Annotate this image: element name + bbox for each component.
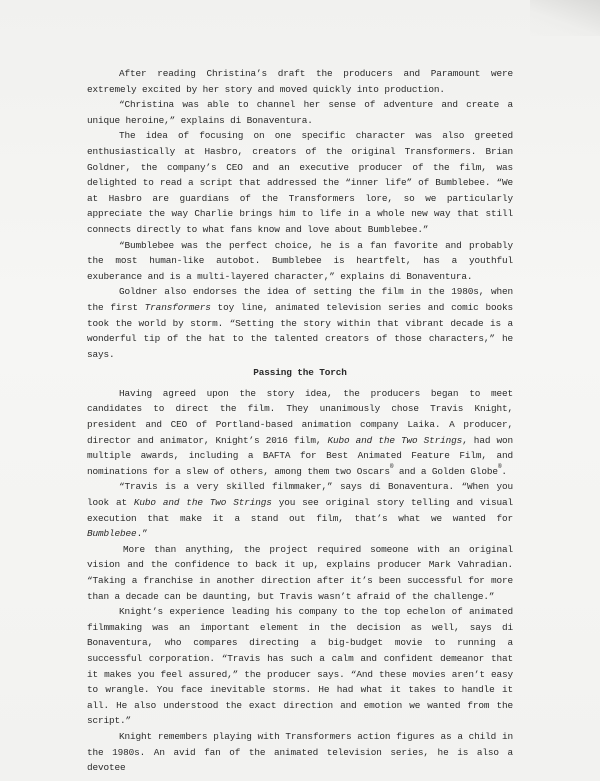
- document-body: [87, 66, 513, 776]
- paragraph-5: Goldner also endorses the idea of setting the film in the 1980s, when the first Transformers toy line, animated television series and comic books took the world by storm. “Setting the story within that vibrant decade is a wonderful tip of the hat to the talented creators of those characters,” he says.: [87, 286, 513, 360]
- paragraph-1: After reading Christina’s draft the producers and Paramount were extremely excited by her story and moved quickly into production.: [87, 68, 513, 95]
- registered-mark: ®: [497, 462, 502, 470]
- page-corner-shadow: [530, 0, 600, 36]
- paragraph-6: Having agreed upon the story idea, the producers began to meet candidates to direct the film. They unanimously chose Travis Knight, president and CEO of Portland-based animation company Laika. A producer, director and animator, Knight’s 2016 film, Kubo and the Two Strings, had won multiple awards, including a BAFTA for Best Animated Feature Film, and nominations for a slew of others, among them two Oscars® and a Golden Globe®.: [87, 387, 513, 477]
- paragraph-4: “Bumblebee was the perfect choice, he is a fan favorite and probably the most human-like autobot. Bumblebee is heartfelt, has a youthful exuberance and is a multi-layered character,” explains di Bonaventura.: [87, 239, 513, 282]
- paragraph-9: Knight’s experience leading his company to the top echelon of animated filmmaking was an important element in the decision as well, says di Bonaventura, who compares directing a big-budget movie to running a successful corporation. “Travis has such a calm and confident demeanor that it makes you feel assured,” the producer says. “And these movies aren’t easy to wrangle. You face inevitable storms. He had what it takes to handle it all. He also understood the exact direction and emotion we wanted from the script.”: [87, 606, 513, 727]
- registered-mark: ®: [389, 462, 394, 470]
- paragraph-8: More than anything, the project required someone with an original vision and the confidence to back it up, explains producer Mark Vahradian. “Taking a franchise in another direction after it’s been successful for more than a decade can be daunting, but Travis wasn’t afraid of the challenge.”: [87, 543, 513, 602]
- section-heading: Passing the Torch: [253, 367, 347, 379]
- paragraph-2: “Christina was able to channel her sense of adventure and create a unique heroine,” explains di Bonaventura.: [87, 99, 513, 126]
- paragraph-10: Knight remembers playing with Transformers action figures as a child in the 1980s. An avid fan of the animated television series, he is also a devotee: [87, 730, 513, 774]
- paragraph-3: The idea of focusing on one specific character was also greeted enthusiastically at Hasbro, creators of the original Transformers. Brian Goldner, the company’s CEO and an executive producer of the film, was delighted to read a script that addressed the “inner life” of Bumblebee. “We at Hasbro are guardians of the Transformers lore, so we particularly appreciate the way Charlie brings him to life in a whole new way that still connects directly to what fans know and love about Bumblebee.”: [87, 130, 513, 235]
- paragraph-7: “Travis is a very skilled filmmaker,” says di Bonaventura. “When you look at Kubo and the Two Strings you see original story telling and visual execution that make it a stand out film, that’s what we wanted for Bumblebee.”: [87, 481, 513, 540]
